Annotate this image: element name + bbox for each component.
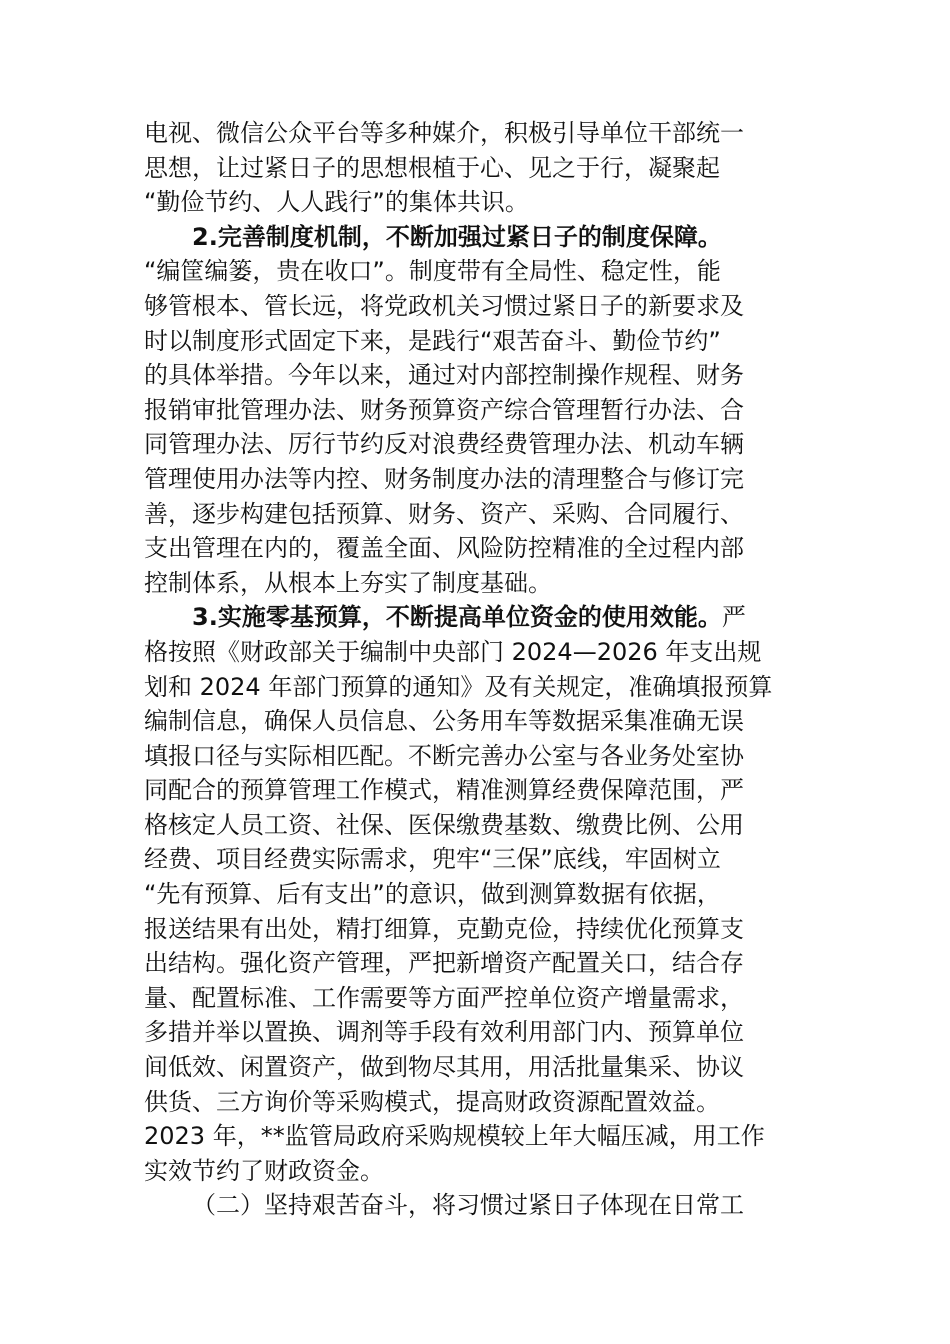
text-line: 支出管理在内的，覆盖全面、风险防控精准的全过程内部 [144, 534, 744, 563]
text-line: 供货、三方询价等采购模式，提高财政资源配置效益。 [144, 1087, 720, 1116]
section-heading-er: （二）坚持艰苦奋斗，将习惯过紧日子体现在日常工 [192, 1191, 744, 1220]
section-heading-2 [144, 220, 809, 255]
text-line: 经费、项目经费实际需求，兜牢“三保”底线，牢固树立 [144, 845, 721, 874]
text-line: 2023 年，**监管局政府采购规模较上年大幅压减，用工作 [144, 1122, 765, 1151]
text-line: 够管根本、管长远，将党政机关习惯过紧日子的新要求及 [144, 291, 744, 320]
text-line: “先有预算、后有支出”的意识，做到测算数据有依据， [144, 880, 721, 909]
text-line: 编制信息，确保人员信息、公务用车等数据采集准确无误 [144, 707, 744, 736]
text-line: 多措并举以置换、调剂等手段有效利用部门内、预算单位 [144, 1018, 744, 1047]
heading-bold-text: 3.实施零基预算，不断提高单位资金的使用效能。 [192, 603, 722, 632]
text-line: 出结构。强化资产管理，严把新增资产配置关口，结合存 [144, 949, 744, 978]
document-page [144, 116, 809, 1223]
text-line: 划和 2024 年部门预算的通知》及有关规定，准确填报预算 [144, 672, 773, 701]
text-line: 善，逐步构建包括预算、财务、资产、采购、合同履行、 [144, 499, 744, 528]
text-line: 填报口径与实际相匹配。不断完善办公室与各业务处室协 [144, 741, 744, 770]
text-line: 实效节约了财政资金。 [144, 1156, 384, 1185]
text-line: 报销审批管理办法、财务预算资产综合管理暂行办法、合 [144, 395, 744, 424]
text-line: 格按照《财政部关于编制中央部门 2024—2026 年支出规 [144, 637, 762, 666]
text-line: “编筐编篓，贵在收口”。制度带有全局性、稳定性，能 [144, 257, 721, 286]
text-line: 同管理办法、厉行节约反对浪费经费管理办法、机动车辆 [144, 430, 744, 459]
text-line: 思想，让过紧日子的思想根植于心、见之于行，凝聚起 [144, 153, 720, 182]
text-line: 报送结果有出处，精打细算，克勤克俭，持续优化预算支 [144, 914, 744, 943]
text-line: “勤俭节约、人人践行”的集体共识。 [144, 188, 529, 217]
text-line: 控制体系，从根本上夯实了制度基础。 [144, 568, 552, 597]
text-line: 量、配置标准、工作需要等方面严控单位资产增量需求， [144, 983, 744, 1012]
text-line: 时以制度形式固定下来，是践行“艰苦奋斗、勤俭节约” [144, 326, 721, 355]
text-line: 管理使用办法等内控、财务制度办法的清理整合与修订完 [144, 464, 744, 493]
text-line: 同配合的预算管理工作模式，精准测算经费保障范围，严 [144, 776, 744, 805]
text-line: 的具体举措。今年以来，通过对内部控制操作规程、财务 [144, 361, 744, 390]
heading-bold-text: 2.完善制度机制，不断加强过紧日子的制度保障。 [192, 222, 722, 251]
text-line: 格核定人员工资、社保、医保缴费基数、缴费比例、公用 [144, 810, 744, 839]
section-heading-3 [144, 600, 809, 635]
heading-trailing-text: 严 [721, 603, 746, 632]
text-line: 电视、微信公众平台等多种媒介，积极引导单位干部统一 [144, 119, 744, 147]
text-line: 间低效、闲置资产，做到物尽其用，用活批量集采、协议 [144, 1053, 744, 1082]
